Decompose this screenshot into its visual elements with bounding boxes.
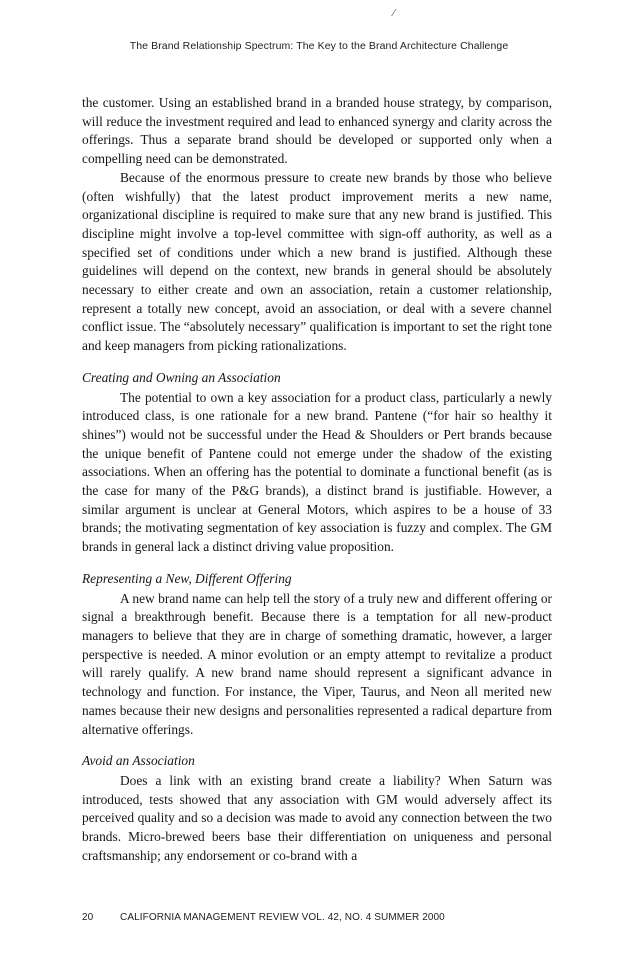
journal-citation: CALIFORNIA MANAGEMENT REVIEW VOL. 42, NO. 4 SUMMER 2000 (120, 912, 445, 923)
paragraph-continuation: the customer. Using an established brand in a branded house strategy, by comparison, will reduce the investment required and lead to enhanced synergy and clarity across the offerings. Thus a separate brand should be developed or supported only when a compelling need can be demonstrated. (82, 95, 552, 167)
section-text-new-offering: A new brand name can help tell the story of a truly new and different offering or signal a breakthrough benefit. Because there is a temptation for all new-product managers to believe that they are in charge of something dramatic, however, a larger perspective is needed. A minor evolution or an empty attempt to revitalize a product will rarely qualify. A new brand name should represent a significant advance in technology and function. For instance, the Viper, Taurus, and Neon all merited new names because their new designs and personalities represented a radical departure from alternative offerings. (82, 590, 552, 737)
page-number: 20 (82, 912, 94, 923)
running-head: The Brand Relationship Spectrum: The Key to the Brand Architecture Challenge (129, 40, 509, 52)
page-footer (82, 912, 445, 923)
section-text-creating-association: The potential to own a key association for a product class, particularly a newly introduced class, is one rationale for a new brand. Pantene (“for hair so healthy it shines”) would not be successful under the Head & Shoulders or Pert brands because the unique benefit of Pantene could not emerge under the shadow of the existing associations. When an offering has the potential to dominate a functional benefit (as is the case for many of the P&G brands), a distinct brand is justifiable. However, a similar argument is unclear at General Motors, which aspires to be a house of 33 brands; the motivating segmentation of key association is fuzzy and complex. The GM brands in general lack a distinct driving value proposition. (82, 389, 552, 555)
section-heading-new-offering: Representing a New, Different Offering (82, 570, 292, 586)
scan-artifact-mark: ⁄ (393, 8, 395, 19)
section-text-avoid-association: Does a link with an existing brand create a liability? When Saturn was introduced, tests showed that any association with GM would adversely affect its perceived quality and so a decision was made to avoid any connection between the two brands. Micro-brewed beers base their differentiation on uniqueness and personal craftsmanship; any endorsement or co-brand with a (82, 772, 552, 863)
paragraph-new-brand-discipline: Because of the enormous pressure to create new brands by those who believe (often wishfully) that the latest product improvement merits a new name, organizational discipline is required to make sure that any new brand is justified. This discipline might involve a top-level committee with sign-off authority, as well as a specified set of conditions under which a new brand is justified. Although these guidelines will depend on the context, new brands in general should be absolutely necessary to either create and own an association, retain a customer relationship, represent a totally new concept, avoid an association, or deal with a severe channel conflict issue. The “absolutely necessary” qualification is important to set the right tone and keep managers from picking rationalizations. (82, 169, 552, 354)
section-heading-creating-association: Creating and Owning an Association (82, 369, 281, 385)
article-body (82, 94, 552, 865)
section-heading-avoid-association: Avoid an Association (82, 753, 195, 769)
